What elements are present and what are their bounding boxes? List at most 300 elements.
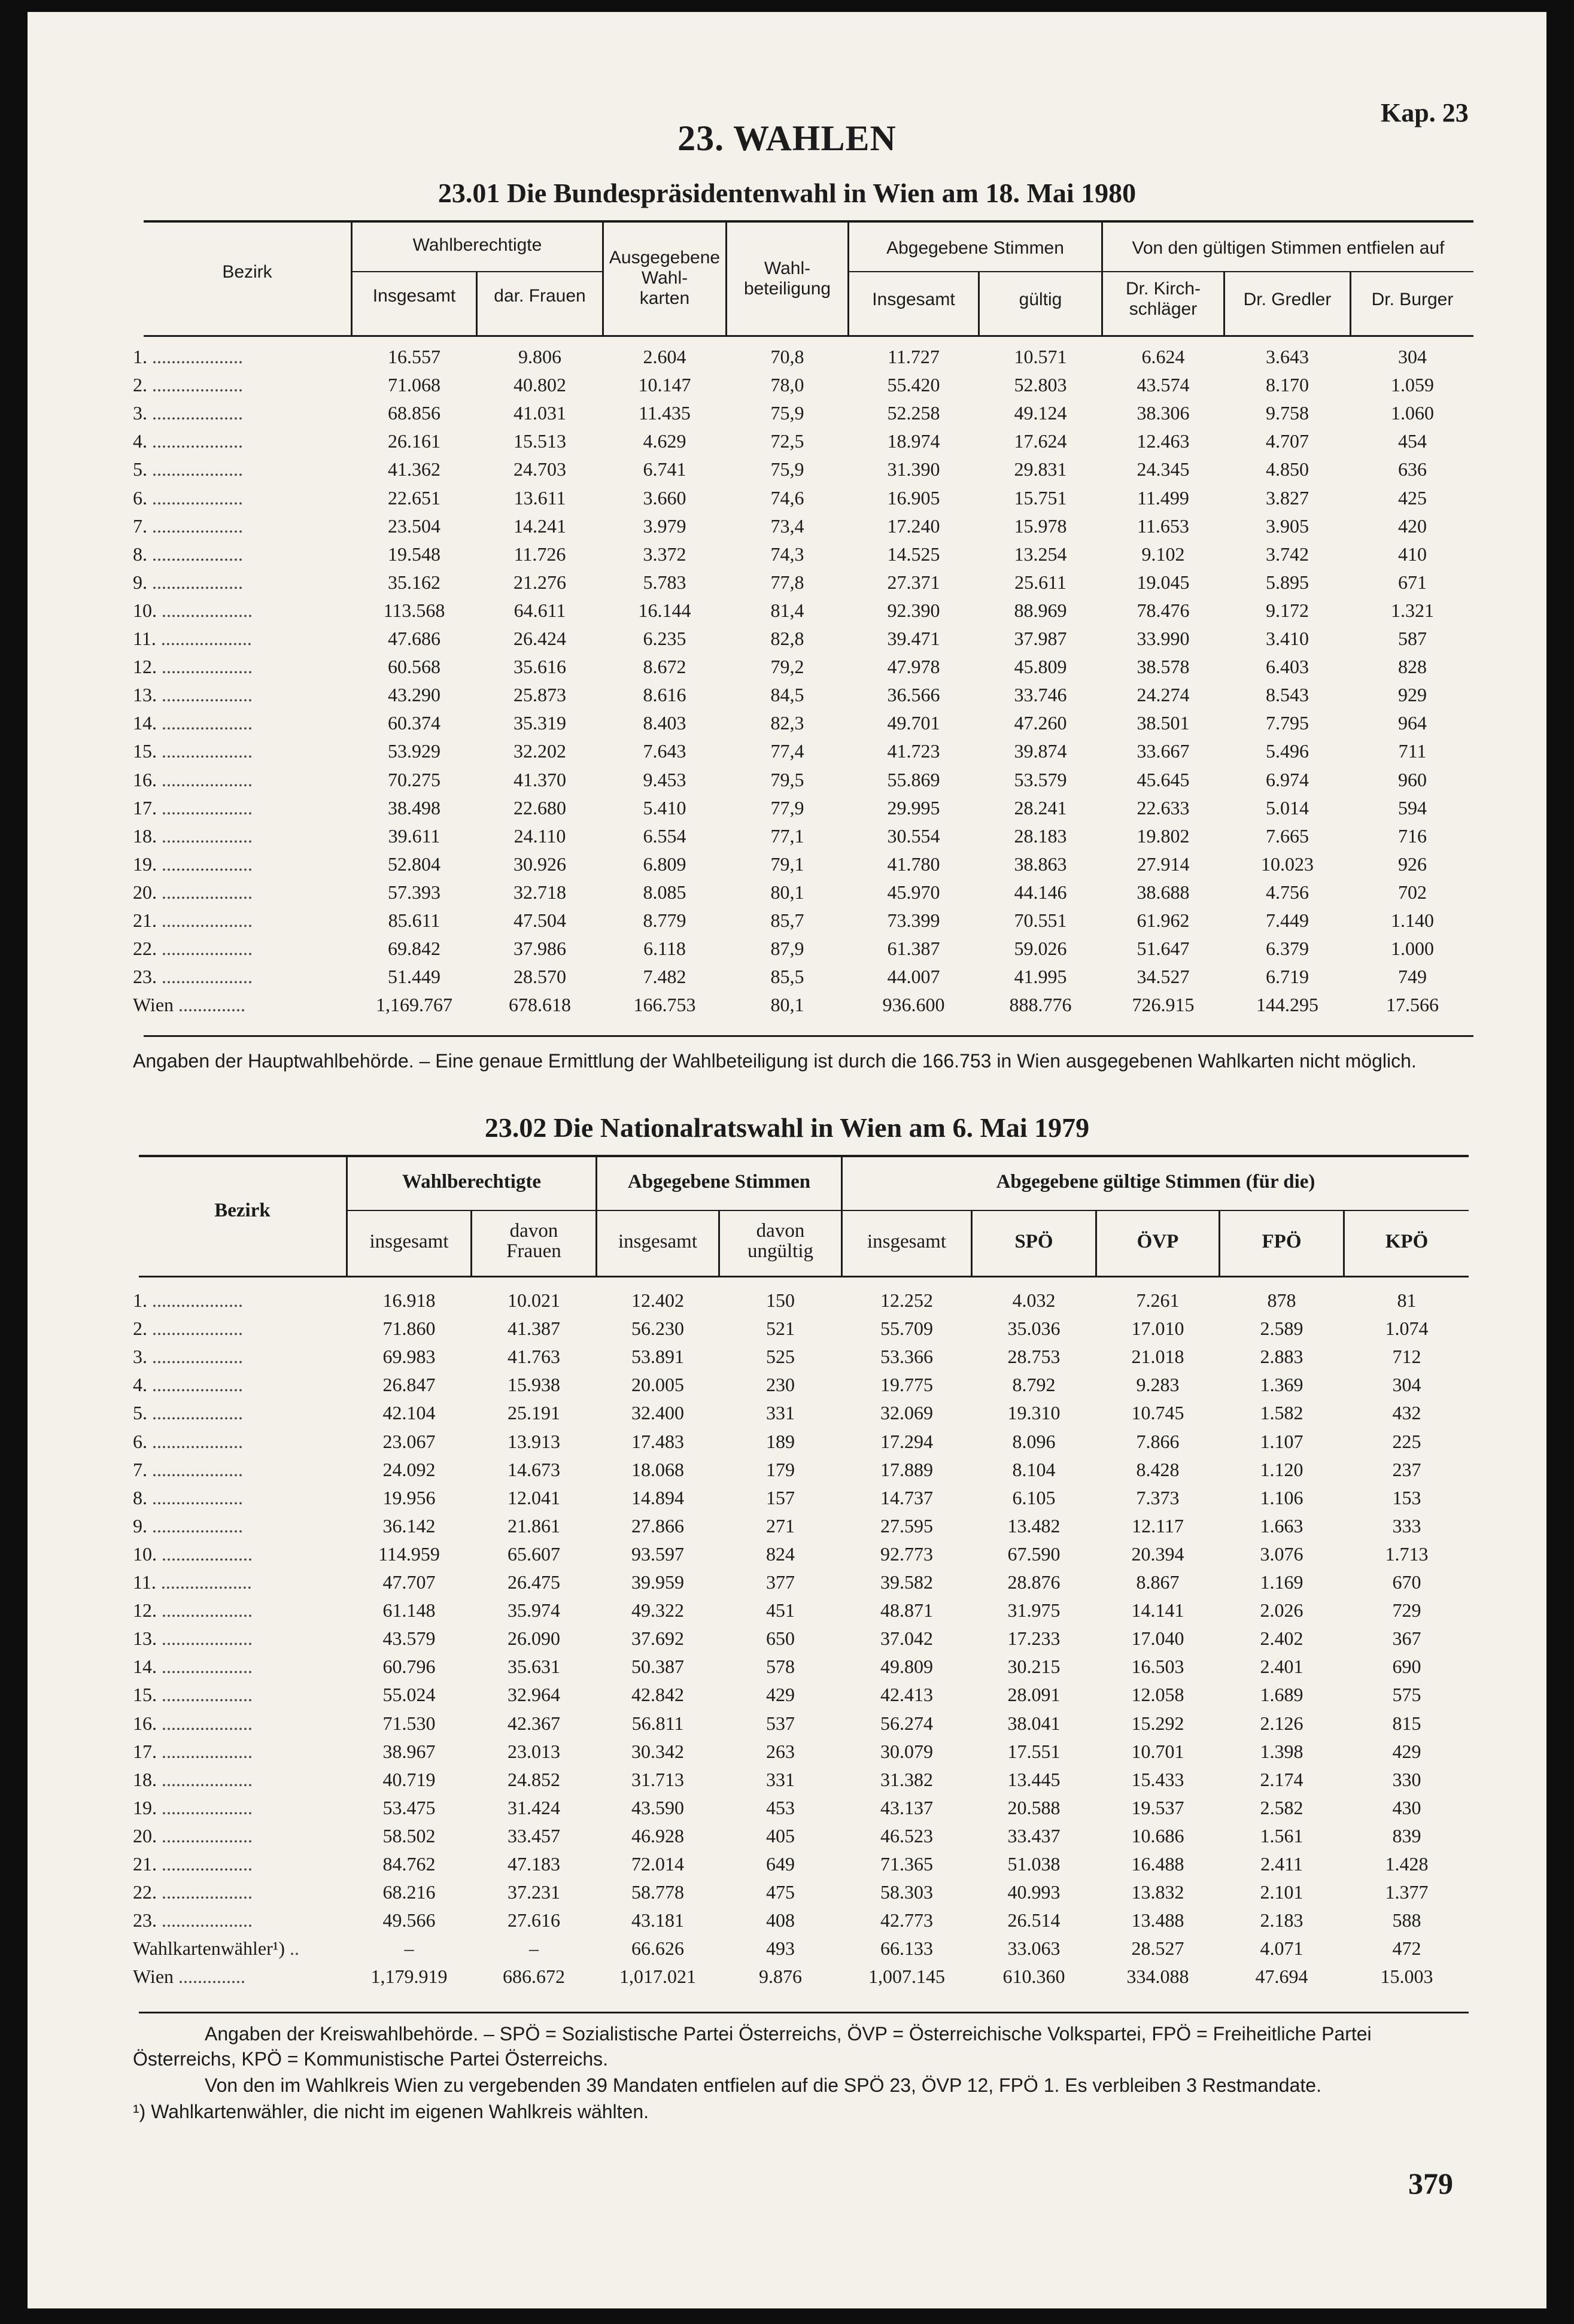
table-cell: 20.005	[631, 1374, 684, 1396]
table-cell: 58.778	[631, 1881, 684, 1903]
table-cell: 56.274	[880, 1712, 933, 1734]
table-cell: 17.040	[1131, 1628, 1184, 1650]
table-cell: 43.290	[388, 684, 440, 706]
table-cell: 40.993	[1007, 1881, 1061, 1903]
table-cell: 29.831	[1014, 458, 1067, 480]
table-cell: 65.607	[508, 1543, 560, 1565]
bezirk-label: 14. ...................	[133, 712, 253, 734]
table-cell: 37.042	[880, 1628, 933, 1650]
bezirk-label: 4. ...................	[133, 430, 243, 452]
table-cell: 6.719	[1266, 966, 1309, 988]
table-cell: 16.503	[1131, 1656, 1184, 1678]
table-cell: 55.420	[887, 374, 940, 396]
table-row	[0, 1656, 1574, 1684]
table-cell: 35.616	[513, 656, 566, 678]
table-cell: 25.873	[513, 684, 566, 706]
table-cell: 12.058	[1131, 1684, 1184, 1706]
table-cell: 3.660	[643, 486, 686, 509]
table-cell: 3.410	[1266, 628, 1309, 649]
table-cell: 17.624	[1014, 430, 1067, 452]
table-row	[0, 487, 1574, 515]
table-cell: 47.504	[513, 909, 566, 931]
table-cell: 44.007	[887, 966, 940, 988]
table-cell: 39.874	[1014, 740, 1067, 762]
table-cell: 425	[1398, 486, 1427, 509]
bezirk-label: 15. ...................	[133, 1684, 253, 1706]
table-cell: 960	[1398, 768, 1427, 790]
table-cell: 678.618	[509, 994, 571, 1016]
table-row	[0, 1909, 1574, 1937]
table-cell: 46.523	[880, 1824, 933, 1847]
table-row	[0, 853, 1574, 881]
abg-insgesamt-header: Insgesamt	[872, 290, 955, 309]
table-cell: 38.306	[1137, 402, 1190, 424]
table-row	[0, 346, 1574, 374]
table-cell: 1.000	[1391, 938, 1434, 960]
table-cell: 43.590	[631, 1796, 684, 1818]
table-cell: 1.060	[1391, 402, 1434, 424]
table-cell: 9.283	[1136, 1374, 1180, 1396]
table-cell: 32.202	[513, 740, 566, 762]
table-cell: 12.463	[1137, 430, 1190, 452]
table-cell: 41.763	[508, 1346, 560, 1368]
bezirk-label: 21. ...................	[133, 1853, 253, 1875]
table-cell: 1.369	[1260, 1374, 1303, 1396]
table-cell: 1.059	[1391, 374, 1434, 396]
table-cell: 77,9	[770, 796, 804, 819]
table-cell: 9.453	[643, 768, 686, 790]
table-cell: 2.883	[1260, 1346, 1303, 1368]
table-cell: 77,4	[770, 740, 804, 762]
bezirk-label: 5. ...................	[133, 1402, 243, 1424]
table-cell: 30.079	[880, 1740, 933, 1762]
table-cell: 51.038	[1007, 1853, 1061, 1875]
table-cell: 4.850	[1266, 458, 1309, 480]
table-row	[0, 909, 1574, 938]
table-cell: 13.445	[1007, 1768, 1061, 1790]
table-cell: 10.023	[1261, 853, 1314, 875]
table-cell: 6.741	[643, 458, 686, 480]
table-cell: 31.424	[508, 1796, 560, 1818]
table-cell: 74,3	[770, 543, 804, 565]
table-cell: 85.611	[388, 909, 440, 931]
table-cell: 331	[766, 1402, 795, 1424]
table-cell: 7.795	[1266, 712, 1309, 734]
table-row	[0, 1543, 1574, 1571]
table-cell: 2.589	[1260, 1318, 1303, 1340]
table-cell: 41.362	[388, 458, 440, 480]
bezirk-label: 16. ...................	[133, 768, 253, 790]
table-cell: 70.275	[388, 768, 440, 790]
table-cell: 10.745	[1131, 1402, 1184, 1424]
table-cell: 84,5	[770, 684, 804, 706]
table-cell: 7.373	[1136, 1486, 1180, 1508]
table-cell: 81,4	[770, 599, 804, 621]
table-cell: 38.501	[1137, 712, 1190, 734]
table-cell: 521	[766, 1318, 795, 1340]
table-cell: 66.626	[631, 1937, 684, 1960]
table-cell: 37.692	[631, 1628, 684, 1650]
table-cell: 88.969	[1014, 599, 1067, 621]
page-number: 379	[1408, 2167, 1453, 2200]
insgesamt-header: Insgesamt	[372, 286, 456, 306]
table-cell: 15.513	[513, 430, 566, 452]
table-cell: 47.707	[382, 1571, 436, 1593]
table-cell: 32.718	[513, 881, 566, 903]
table-cell: –	[529, 1937, 539, 1960]
table-cell: 46.928	[631, 1824, 684, 1847]
table-cell: 5.496	[1266, 740, 1309, 762]
table-cell: 17.889	[880, 1458, 933, 1480]
table-cell: 113.568	[383, 599, 445, 621]
table-cell: 8.616	[643, 684, 686, 706]
table-cell: 2.604	[643, 346, 686, 367]
table-cell: 58.502	[382, 1824, 436, 1847]
table-cell: 410	[1398, 543, 1427, 565]
bezirk-label: 23. ...................	[133, 1909, 253, 1931]
table-row	[0, 1374, 1574, 1402]
table-cell: 824	[766, 1543, 795, 1565]
t2-davon-frauen-header: davon Frauen	[506, 1220, 561, 1262]
table-cell: 69.983	[382, 1346, 436, 1368]
table-cell: 377	[766, 1571, 795, 1593]
table-cell: 636	[1398, 458, 1427, 480]
table-cell: 71.860	[382, 1318, 436, 1340]
table-cell: 60.374	[388, 712, 440, 734]
table-cell: 17.566	[1386, 994, 1439, 1016]
table-cell: 12.117	[1132, 1514, 1184, 1537]
table-cell: 472	[1392, 1937, 1421, 1960]
table-cell: 1.428	[1385, 1853, 1429, 1875]
table-cell: 263	[766, 1740, 795, 1762]
table-row	[0, 600, 1574, 628]
gueltig-header: gültig	[1019, 290, 1062, 309]
bezirk-label: 7. ...................	[133, 1458, 243, 1480]
table-row	[0, 1825, 1574, 1853]
table-cell: 5.895	[1266, 571, 1309, 593]
table-cell: 19.956	[382, 1486, 436, 1508]
table-cell: 59.026	[1014, 938, 1067, 960]
table-cell: 610.360	[1002, 1966, 1065, 1988]
table-cell: 47.978	[887, 656, 940, 678]
bezirk-label: 17. ...................	[133, 796, 253, 819]
table-cell: 114.959	[378, 1543, 440, 1565]
table-cell: 92.390	[887, 599, 940, 621]
bezirk-label: 22. ...................	[133, 1881, 253, 1903]
table-cell: 61.148	[382, 1599, 436, 1622]
table-cell: 43.137	[880, 1796, 933, 1818]
table-cell: 45.970	[887, 881, 940, 903]
table-cell: 712	[1392, 1346, 1421, 1368]
table-cell: 815	[1392, 1712, 1421, 1734]
table-cell: 52.804	[388, 853, 440, 875]
table-cell: 671	[1398, 571, 1427, 593]
table-cell: 237	[1392, 1458, 1421, 1480]
table-cell: 53.579	[1014, 768, 1067, 790]
kpoe-header: KPÖ	[1385, 1231, 1429, 1252]
table-cell: 31.382	[880, 1768, 933, 1790]
table-cell: 14.894	[631, 1486, 684, 1508]
table-cell: 189	[766, 1430, 795, 1452]
table-cell: 420	[1398, 515, 1427, 537]
table-row	[0, 458, 1574, 486]
table-cell: 6.809	[643, 853, 686, 875]
table-cell: 304	[1398, 346, 1427, 367]
table-cell: 78.476	[1137, 599, 1190, 621]
table-cell: 13.488	[1131, 1909, 1184, 1931]
table-row	[0, 1346, 1574, 1374]
table-cell: 60.796	[382, 1656, 436, 1678]
bezirk-label: 9. ...................	[133, 1514, 243, 1537]
table-cell: 6.974	[1266, 768, 1309, 790]
table-cell: 31.390	[887, 458, 940, 480]
table-cell: 55.709	[880, 1318, 933, 1340]
table-cell: 11.726	[513, 543, 566, 565]
table-cell: 25.191	[508, 1402, 560, 1424]
table-cell: 5.783	[643, 571, 686, 593]
table-cell: 38.967	[382, 1740, 436, 1762]
table-row	[0, 1684, 1574, 1712]
bezirk-label: 10. ...................	[133, 1543, 253, 1565]
table-cell: 26.161	[388, 430, 440, 452]
bezirk-label: 6. ...................	[133, 1430, 243, 1452]
table-cell: 40.802	[513, 374, 566, 396]
table-cell: 84.762	[382, 1853, 436, 1875]
table-cell: 55.869	[887, 768, 940, 790]
table-cell: 38.863	[1014, 853, 1067, 875]
table-cell: 18.068	[631, 1458, 684, 1480]
table-cell: 9.172	[1266, 599, 1309, 621]
table-cell: 19.045	[1137, 571, 1190, 593]
t2-wahlberechtigte-header: Wahlberechtigte	[402, 1171, 542, 1193]
table-cell: 23.067	[382, 1430, 436, 1452]
bezirk-label: Wien ..............	[133, 1966, 246, 1988]
table-cell: 27.595	[880, 1514, 933, 1537]
bezirk-label: 23. ...................	[133, 966, 253, 988]
table-cell: 10.701	[1131, 1740, 1184, 1762]
table-cell: 44.146	[1014, 881, 1067, 903]
table-cell: 9.102	[1141, 543, 1185, 565]
table-cell: 13.913	[508, 1430, 560, 1452]
bezirk-label: 10. ...................	[133, 599, 253, 621]
table-cell: 17.483	[631, 1430, 684, 1452]
table-cell: 22.680	[513, 796, 566, 819]
t2-abg-insgesamt-header: insgesamt	[618, 1231, 697, 1252]
table-cell: 38.688	[1137, 881, 1190, 903]
wahlberechtigte-header: Wahlberechtigte	[412, 235, 542, 255]
table-cell: 33.990	[1137, 628, 1190, 649]
table-cell: 19.310	[1007, 1402, 1061, 1424]
table-cell: 25.611	[1014, 571, 1066, 593]
table1-note: Angaben der Hauptwahlbehörde. – Eine genaue Ermittlung der Wahlbeteiligung ist durch die 166.753 in Wien ausgegebenen Wahlkarten nicht möglich.	[133, 1050, 1417, 1072]
table-cell: 26.424	[513, 628, 566, 649]
bezirk-label: 22. ...................	[133, 938, 253, 960]
bezirk-label: 12. ...................	[133, 1599, 253, 1622]
table-cell: 2.402	[1260, 1628, 1303, 1650]
table-cell: 8.170	[1266, 374, 1309, 396]
table-cell: 42.413	[880, 1684, 933, 1706]
table-cell: 6.118	[643, 938, 686, 960]
table-cell: 729	[1392, 1599, 1421, 1622]
table-cell: 27.616	[508, 1909, 560, 1931]
table-row	[0, 1937, 1574, 1966]
table-cell: 42.773	[880, 1909, 933, 1931]
table-cell: 49.701	[887, 712, 940, 734]
table-cell: 153	[1392, 1486, 1421, 1508]
table-cell: 14.141	[1131, 1599, 1184, 1622]
table-cell: 28.753	[1007, 1346, 1061, 1368]
table-cell: 537	[766, 1712, 795, 1734]
table-cell: 888.776	[1009, 994, 1072, 1016]
table-row	[0, 825, 1574, 853]
table-cell: 334.088	[1126, 1966, 1189, 1988]
table-cell: 43.579	[382, 1628, 436, 1650]
table-row	[0, 1853, 1574, 1881]
table-cell: 711	[1398, 740, 1427, 762]
table-cell: 3.905	[1266, 515, 1309, 537]
table-cell: 3.979	[643, 515, 686, 537]
table-cell: 3.827	[1266, 486, 1309, 509]
t2-gueltige-header: Abgegebene gültige Stimmen (für die)	[996, 1171, 1315, 1193]
table-row	[0, 1431, 1574, 1459]
table-cell: 1.107	[1260, 1430, 1303, 1452]
bezirk-label: 13. ...................	[133, 1628, 253, 1650]
table-cell: 936.600	[882, 994, 945, 1016]
table-cell: 14.673	[508, 1458, 560, 1480]
table-cell: 61.387	[887, 938, 940, 960]
table-cell: 77,1	[770, 825, 804, 847]
table-row	[0, 1599, 1574, 1628]
table-cell: 878	[1267, 1289, 1296, 1311]
table-cell: 179	[766, 1458, 795, 1480]
table-cell: 429	[766, 1684, 795, 1706]
table-cell: 39.582	[880, 1571, 933, 1593]
table-cell: 726.915	[1132, 994, 1195, 1016]
dar-frauen-header: dar. Frauen	[494, 286, 586, 306]
spoe-header: SPÖ	[1014, 1231, 1053, 1252]
fpoe-header: FPÖ	[1262, 1231, 1302, 1252]
table-cell: 454	[1398, 430, 1427, 452]
table-cell: 8.543	[1266, 684, 1309, 706]
table-cell: 166.753	[633, 994, 696, 1016]
table-cell: 144.295	[1256, 994, 1318, 1016]
table-cell: 17.551	[1007, 1740, 1061, 1762]
table2-footnote: ¹) Wahlkartenwähler, die nicht im eigenen Wahlkreis wählten.	[133, 2101, 649, 2122]
table-cell: 10.686	[1131, 1824, 1184, 1847]
table-cell: 17.010	[1131, 1318, 1184, 1340]
table-cell: 72.014	[631, 1853, 684, 1875]
table-cell: 68.216	[382, 1881, 436, 1903]
bezirk-label: 2. ...................	[133, 1318, 243, 1340]
table-cell: 36.142	[382, 1514, 436, 1537]
table-cell: 3.076	[1260, 1543, 1303, 1565]
table-cell: 8.085	[643, 881, 686, 903]
table-cell: 28.091	[1007, 1684, 1061, 1706]
table-cell: 7.665	[1266, 825, 1309, 847]
table-cell: 408	[766, 1909, 795, 1931]
table-cell: 28.876	[1007, 1571, 1061, 1593]
table-cell: 367	[1392, 1628, 1421, 1650]
table-cell: 15.751	[1014, 486, 1067, 509]
table-cell: 1.321	[1391, 599, 1434, 621]
table-cell: 8.672	[643, 656, 686, 678]
table-cell: 2.026	[1260, 1599, 1303, 1622]
table-cell: 41.031	[513, 402, 566, 424]
table-cell: 60.568	[388, 656, 440, 678]
table-cell: 1.398	[1260, 1740, 1303, 1762]
table-cell: 828	[1398, 656, 1427, 678]
table-cell: 28.527	[1131, 1937, 1184, 1960]
table-cell: 8.428	[1136, 1458, 1180, 1480]
table-cell: 1.713	[1385, 1543, 1429, 1565]
table-cell: 12.402	[631, 1289, 684, 1311]
table-cell: 13.254	[1014, 543, 1067, 565]
table-cell: 230	[766, 1374, 795, 1396]
table-cell: 6.105	[1012, 1486, 1056, 1508]
bezirk-label: Wien ..............	[133, 994, 246, 1016]
table-cell: 1.377	[1385, 1881, 1429, 1903]
table-cell: 49.124	[1014, 402, 1067, 424]
table-cell: 16.488	[1131, 1853, 1184, 1875]
table-cell: 47.260	[1014, 712, 1067, 734]
table-cell: 38.498	[388, 796, 440, 819]
table-cell: 37.987	[1014, 628, 1067, 649]
table-cell: 38.041	[1007, 1712, 1061, 1734]
table-row	[0, 1515, 1574, 1543]
table-cell: 331	[766, 1768, 795, 1790]
table-cell: 40.719	[382, 1768, 436, 1790]
table-cell: 839	[1392, 1824, 1421, 1847]
table1-bottom-rule	[144, 1035, 1473, 1037]
table-cell: 10.147	[638, 374, 691, 396]
table-cell: 5.410	[643, 796, 686, 819]
table-cell: 85,5	[770, 966, 804, 988]
chapter-reference: Kap. 23	[1381, 98, 1469, 127]
table-cell: 17.233	[1007, 1628, 1061, 1650]
table-cell: 47.686	[388, 628, 440, 649]
table-cell: 72,5	[770, 430, 804, 452]
table-cell: 28.183	[1014, 825, 1067, 847]
table-row	[0, 571, 1574, 600]
table2-note-mandates: Von den im Wahlkreis Wien zu vergebenden 39 Mandaten entfielen auf die SPÖ 23, ÖVP 12, FPÖ 1. Es verbleiben 3 Restmandate.	[205, 2074, 1321, 2096]
t2-davon-ungueltig-header: davon ungültig	[747, 1220, 813, 1262]
table2-bottom-rule	[139, 2012, 1469, 2013]
table-cell: 23.013	[508, 1740, 560, 1762]
table-cell: 47.183	[508, 1853, 560, 1875]
table-cell: 19.802	[1137, 825, 1190, 847]
table-cell: 51.647	[1137, 938, 1190, 960]
bezirk-label: 2. ...................	[133, 374, 243, 396]
table-cell: 21.861	[508, 1514, 560, 1537]
table-cell: 8.867	[1136, 1571, 1180, 1593]
table-cell: 9.758	[1266, 402, 1309, 424]
table-cell: 453	[766, 1796, 795, 1818]
table-cell: 28.570	[513, 966, 566, 988]
table-row	[0, 1769, 1574, 1797]
table-cell: 24.852	[508, 1768, 560, 1790]
table-cell: 2.411	[1260, 1853, 1303, 1875]
table-row	[0, 1459, 1574, 1487]
table-cell: 24.274	[1137, 684, 1190, 706]
bezirk-label: 6. ...................	[133, 486, 243, 509]
table-cell: 150	[766, 1289, 795, 1311]
table-cell: 702	[1398, 881, 1427, 903]
table-cell: 75,9	[770, 402, 804, 424]
table-cell: 24.092	[382, 1458, 436, 1480]
table-cell: 6.235	[643, 628, 686, 649]
table-cell: 15.433	[1131, 1768, 1184, 1790]
table-cell: 71.530	[382, 1712, 436, 1734]
